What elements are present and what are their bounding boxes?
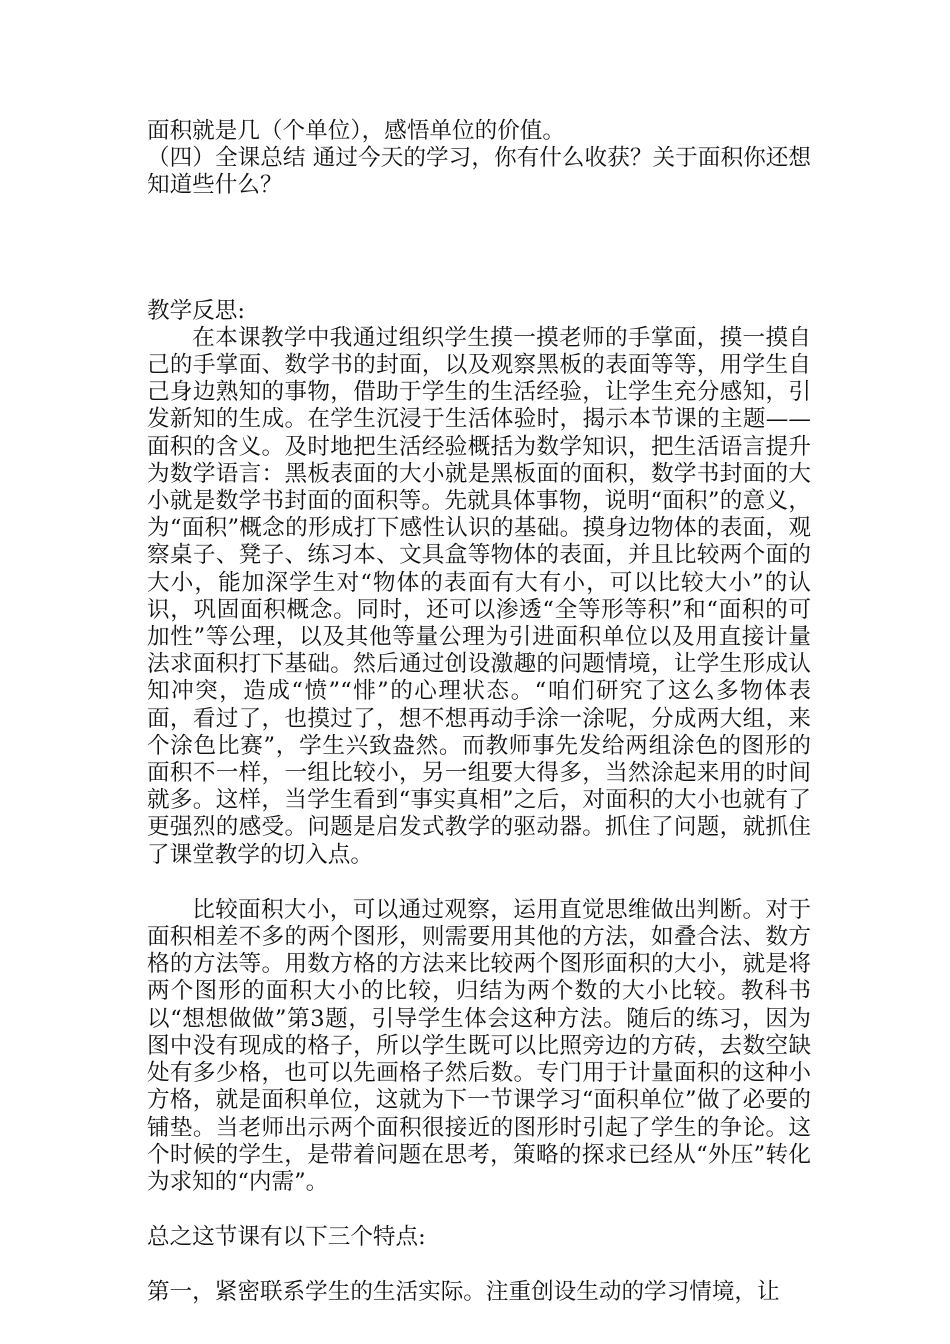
reflection-paragraph-1: 在本课教学中我通过组织学生摸一摸老师的手掌面，摸一摸自己的手掌面、数学书的封面，以及观察黑板的表面等等，用学生自己身边熟知的事物，借助于学生的生活经验，让学生充分感知，引发新知的生成。在学生沉浸于生活体验时，揭示本节课的主题——面积的含义。及时地把生活经验概括为数学知识，把生活语言提升为数学语言：黑板表面的大小就是黑板面的面积，数学书封面的大小就是数学书封面的面积等。先就具体事物，说明“面积”的意义，为“面积”概念的形成打下感性认识的基础。摸身边物体的表面，观察桌子、凳子、练习本、文具盒等物体的表面，并且比较两个面的大小，能加深学生对“物体的表面有大有小，可以比较大小”的认识，巩固面积概念。同时，还可以渗透“全等形等积”和“面积的可加性”等公理，以及其他等量公理为引进面积单位以及用直接计量法求面积打下基础。然后通过创设激趣的问题情境，让学生形成认知冲突，造成“愤”“悱”的心理状态。“咱们研究了这么多物体表面，看过了，也摸过了，想不想再动手涂一涂呢，分成两大组，来个涂色比赛”，学生兴致盎然。而教师事先发给两组涂色的图形的面积不一样，一组比较小，另一组要大得多，当然涂起来用的时间就多。这样，当学生看到“事实真相”之后，对面积的大小也就有了更强烈的感受。问题是启发式教学的驱动器。抓住了问题，就抓住了课堂教学的切入点。: [147, 324, 811, 868]
reflection-heading: 教学反思:: [147, 297, 245, 324]
spacer: [147, 1251, 811, 1279]
spacer: [147, 869, 811, 897]
spacer: [147, 200, 811, 298]
intro-line: 面积就是几（个单位），感悟单位的价值。: [147, 118, 565, 144]
spacer: [147, 1196, 811, 1224]
document-page: [147, 118, 811, 1307]
reflection-paragraph-2: 比较面积大小，可以通过观察，运用直觉思维做出判断。对于面积相差不多的两个图形，则需要用其他的方法，如叠合法、数方格的方法等。用数方格的方法来比较两个图形面积的大小，就是将两个图形的面积大小的比较，归结为两个数的大小比较。教科书以“想想做做”第3题，引导学生体会这种方法。随后的练习，因为图中没有现成的格子，所以学生既可以比照旁边的方砖，去数空缺处有多少格，也可以先画格子然后数。专门用于计量面积的这种小方格，就是面积单位，这就为下一节课学习“面积单位”做了必要的铺垫。当老师出示两个面积很接近的图形时引起了学生的争论。这个时候的学生，是带着问题在思考，策略的探求已经从“外压”转化为求知的“内需”。: [147, 896, 811, 1195]
conclusion-heading: 总之这节课有以下三个特点:: [147, 1224, 426, 1251]
feature-point-1: 第一，紧密联系学生的生活实际。注重创设生动的学习情境，让: [147, 1279, 780, 1306]
lesson-summary: （四）全课总结 通过今天的学习，你有什么收获？关于面积你还想知道些什么？: [147, 145, 811, 199]
